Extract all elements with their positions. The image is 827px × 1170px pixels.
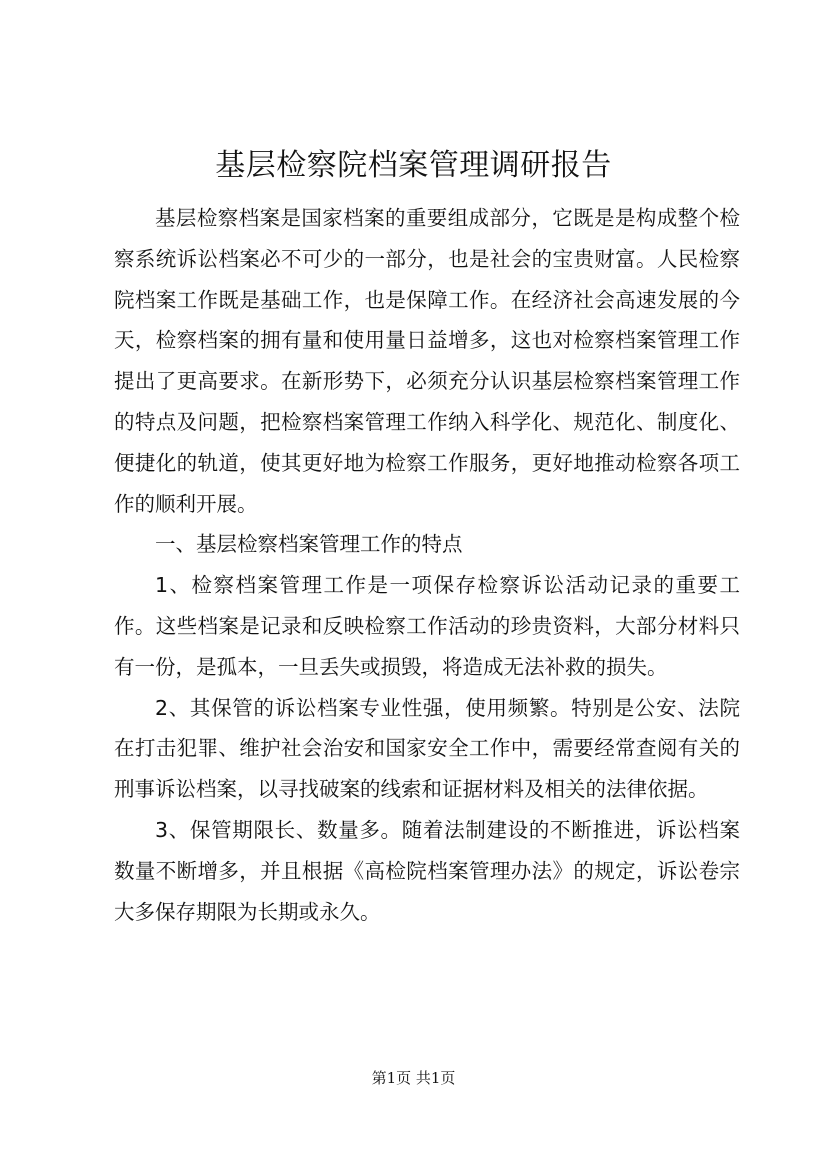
paragraph-point-3: 3、保管期限长、数量多。随着法制建设的不断推进，诉讼档案数量不断增多，并且根据《高检院档案管理办法》的规定，诉讼卷宗大多保存期限为长期或永久。: [114, 817, 740, 924]
document-title: 基层检察院档案管理调研报告: [215, 148, 612, 183]
paragraph-intro: 基层检察档案是国家档案的重要组成部分，它既是是构成整个检察系统诉讼档案必不可少的一部分，也是社会的宝贵财富。人民检察院档案工作既是基础工作，也是保障工作。在经济社会高速发展的今天，检察档案的拥有量和使用量日益增多，这也对检察档案管理工作提出了更高要求。在新形势下，必须充分认识基层检察档案管理工作的特点及问题，把检察档案管理工作纳入科学化、规范化、制度化、便捷化的轨道，使其更好地为检察工作服务，更好地推动检察各项工作的顺利开展。: [114, 206, 740, 516]
paragraph-point-2: 2、其保管的诉讼档案专业性强，使用频繁。特别是公安、法院在打击犯罪、维护社会治安和国家安全工作中，需要经常查阅有关的刑事诉讼档案，以寻找破案的线索和证据材料及相关的法律依据。: [114, 695, 740, 802]
document-body: [114, 198, 740, 932]
page-footer: 第1页 共1页: [371, 1069, 456, 1087]
paragraph-point-1: 1、检察档案管理工作是一项保存检察诉讼活动记录的重要工作。这些档案是记录和反映检察工作活动的珍贵资料，大部分材料只有一份，是孤本，一旦丢失或损毁，将造成无法补救的损失。: [114, 573, 740, 679]
section-heading: 一、基层检察档案管理工作的特点: [155, 532, 463, 557]
